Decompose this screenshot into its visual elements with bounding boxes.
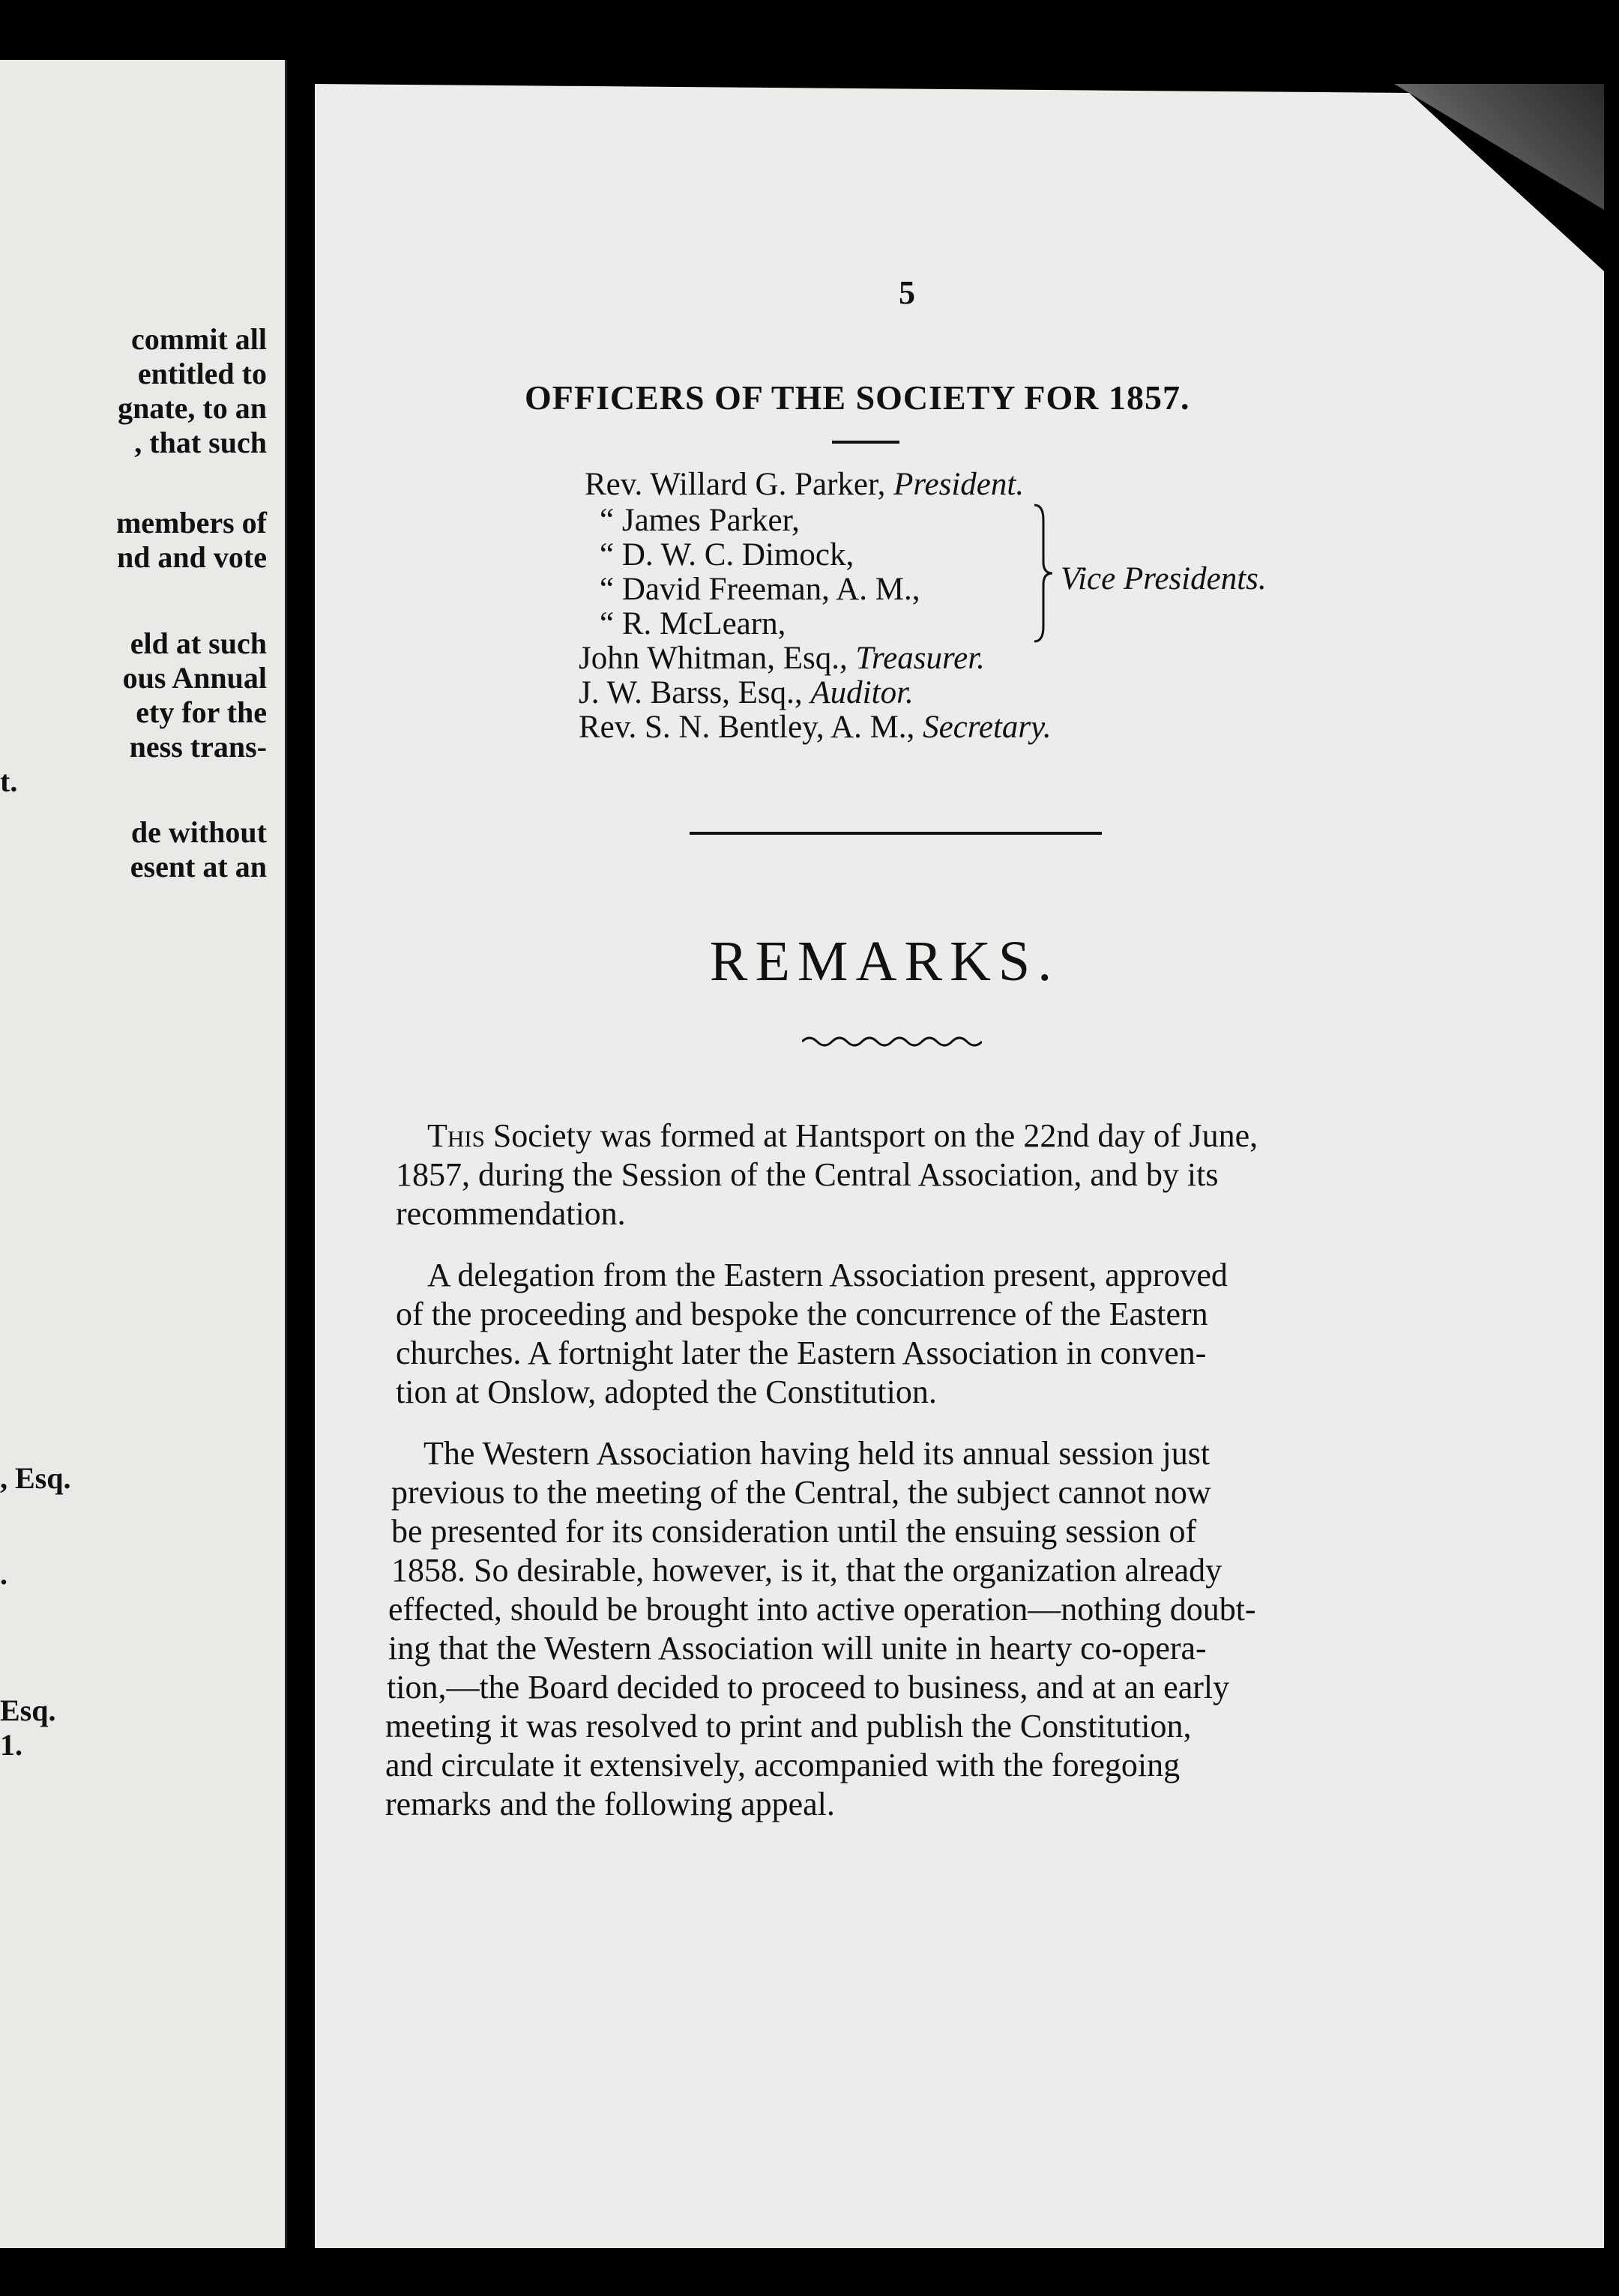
officer-line [600,571,920,608]
left-text-line: de without [130,815,267,849]
left-text-line: ness trans- [129,730,267,764]
title-rule [832,441,899,444]
lead-word: This [427,1117,485,1154]
left-text-line: t. [0,764,18,798]
paragraph-line: The Western Association having held its annual session just [423,1435,1211,1472]
left-text-line: gnate, to an [118,391,267,425]
officer-name: Rev. Willard G. Parker, [585,467,894,502]
officer-line [600,537,854,574]
paragraph-line: 1858. So desirable, however, is it, that the organization already [391,1552,1222,1589]
left-text-line: nd and vote [116,540,267,574]
page-number: 5 [899,274,915,311]
section-rule [690,832,1102,835]
paragraph-line: A delegation from the Eastern Association present, approved [427,1257,1228,1293]
officer-name: John Whitman, Esq., [579,641,856,676]
officer-name: “ James Parker, [600,503,800,538]
right-brace-icon [1033,502,1054,644]
officer-line [585,466,1024,504]
left-text-line: 1. [0,1728,22,1762]
left-text-line: , that such [134,426,267,459]
left-text-line: ety for the [136,695,267,729]
paragraph-line: ing that the Western Association will unite in hearty co-opera- [388,1630,1207,1667]
officer-role: President. [893,467,1025,502]
officer-role: Auditor. [810,675,914,710]
officer-line [600,502,800,540]
left-text-line: commit all [130,322,267,356]
paragraph-line: recommendation. [396,1195,626,1232]
officer-name: “ R. McLearn, [600,606,786,641]
officer-line [600,605,786,643]
paragraph-line: churches. A fortnight later the Eastern Association in conven- [396,1335,1207,1371]
paragraph-line: be presented for its consideration until the ensuing session of [391,1513,1197,1550]
remarks-heading: REMARKS. [709,930,1060,993]
officers-title: OFFICERS OF THE SOCIETY FOR 1857. [525,378,1190,417]
vice-presidents-label: Vice Presidents. [1061,561,1267,596]
paragraph-line: effected, should be brought into active operation—nothing doubt- [388,1591,1256,1628]
left-text-line: esent at an [130,850,267,883]
officer-role: Treasurer. [855,641,985,676]
paragraph-line: previous to the meeting of the Central, the subject cannot now [391,1474,1211,1511]
officer-role: Secretary. [923,710,1052,745]
officer-name: “ David Freeman, A. M., [600,572,920,607]
officer-name: J. W. Barss, Esq., [579,675,811,710]
officer-line [579,640,985,677]
book-gutter [287,0,317,2296]
paragraph-line: tion,—the Board decided to proceed to business, and at an early [387,1669,1230,1706]
paragraph-line: of the proceeding and bespoke the concurrence of the Eastern [396,1296,1208,1332]
left-text-line: eld at such [130,626,267,660]
line-text: Society was formed at Hantsport on the 22nd day of June, [484,1117,1258,1154]
paragraph-line: remarks and the following appeal. [385,1786,835,1822]
officer-name: “ D. W. C. Dimock, [600,537,854,573]
paragraph-line: 1857, during the Session of the Central Association, and by its [396,1156,1219,1193]
left-text-line: . [0,1557,7,1591]
officer-name: Rev. S. N. Bentley, A. M., [579,710,923,745]
left-text-line: ous Annual [122,661,267,695]
wavy-ornament-icon [802,1030,982,1053]
paragraph-line: tion at Onslow, adopted the Constitution. [396,1374,937,1410]
paragraph-line [427,1117,1258,1155]
left-text-line: , Esq. [0,1461,71,1495]
left-text-line: entitled to [137,357,267,390]
officer-line [579,709,1052,746]
left-text-line: Esq. [0,1694,56,1727]
officer-line [579,674,914,712]
left-text-line: members of [115,506,267,540]
left-page-fragment [0,60,287,2248]
paragraph-line: and circulate it extensively, accompanied with the foregoing [385,1747,1181,1783]
paragraph-line: meeting it was resolved to print and publish the Constitution, [385,1708,1192,1744]
